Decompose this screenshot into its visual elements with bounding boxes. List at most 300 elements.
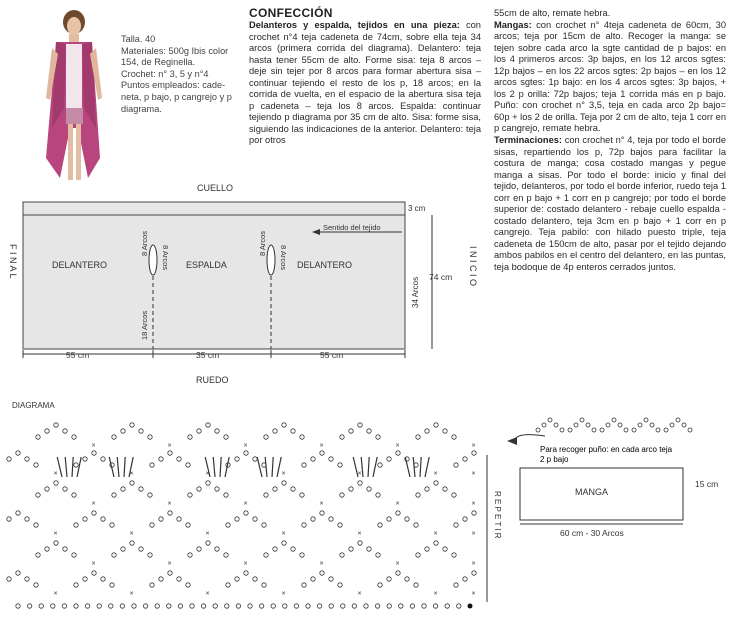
chain-stitch — [320, 451, 324, 455]
label-repetir: R E P E T I R — [493, 491, 502, 539]
chain-stitch — [16, 511, 20, 515]
chain-stitch — [72, 493, 76, 497]
single-crochet: × — [471, 560, 476, 568]
chain-stitch — [110, 583, 114, 587]
cuff-chain — [650, 423, 654, 427]
chain-stitch — [291, 429, 295, 433]
chain-stitch — [340, 435, 344, 439]
single-crochet: × — [243, 560, 248, 568]
chain-stitch — [338, 523, 342, 527]
label-dim-mid: 35 cm — [196, 350, 220, 360]
stitch-diagram — [0, 395, 515, 635]
spec-stitches-end: diagrama. — [121, 103, 162, 114]
label-delantero-right: DELANTERO — [297, 260, 353, 270]
label-armhole-left-b: 8 Arcos — [161, 245, 170, 271]
cuff-chain — [580, 418, 584, 422]
label-top-band: 3 cm — [408, 204, 426, 213]
chain-stitch — [190, 604, 194, 608]
chain-stitch — [253, 457, 257, 461]
single-crochet: × — [91, 500, 96, 508]
sleeve-schematic — [505, 392, 736, 552]
chain-stitch — [130, 481, 134, 485]
single-crochet: × — [91, 442, 96, 450]
chain-stitch — [452, 553, 456, 557]
chain-stitch — [340, 553, 344, 557]
chain-stitch — [452, 493, 456, 497]
cuff-chain — [560, 428, 564, 432]
chain-stitch — [358, 541, 362, 545]
chain-stitch — [329, 604, 333, 608]
single-crochet: × — [167, 560, 172, 568]
chain-stitch — [178, 604, 182, 608]
single-crochet: × — [395, 442, 400, 450]
chain-stitch — [150, 463, 154, 467]
chain-stitch — [235, 457, 239, 461]
sleeve-cuff-stitches — [536, 418, 692, 432]
chain-stitch — [148, 493, 152, 497]
chain-stitch — [302, 583, 306, 587]
label-sentido: Sentido del tejido — [323, 223, 381, 232]
chain-stitch — [139, 429, 143, 433]
cuff-chain — [682, 423, 686, 427]
chain-stitch — [92, 451, 96, 455]
chain-stitch — [463, 457, 467, 461]
cuff-chain — [664, 428, 668, 432]
chain-stitch — [85, 604, 89, 608]
chain-stitch — [416, 493, 420, 497]
single-crochet: × — [243, 442, 248, 450]
cuff-chain — [574, 423, 578, 427]
chain-stitch — [445, 604, 449, 608]
chain-stitch — [139, 547, 143, 551]
diagram-title: DIAGRAMA — [12, 401, 55, 410]
chain-stitch — [273, 487, 277, 491]
chain-stitch — [177, 517, 181, 521]
chain-stitch — [387, 457, 391, 461]
spec-stitches: Puntos empleados: cade- — [121, 80, 226, 91]
chain-stitch — [367, 429, 371, 433]
cuff-chain — [554, 423, 558, 427]
chain-stitch — [201, 604, 205, 608]
single-crochet: × — [319, 500, 324, 508]
single-crochet: × — [395, 560, 400, 568]
treble-stitch — [213, 457, 215, 477]
treble-stitch — [353, 457, 358, 477]
single-crochet: × — [129, 470, 134, 478]
chain-stitch — [375, 604, 379, 608]
chain-stitch — [387, 604, 391, 608]
chain-stitch — [101, 577, 105, 581]
chain-stitch — [121, 487, 125, 491]
chain-stitch — [25, 577, 29, 581]
chain-stitch — [264, 553, 268, 557]
single-crochet: × — [205, 530, 210, 538]
chain-stitch — [253, 577, 257, 581]
chain-stitch — [472, 511, 476, 515]
chain-stitch — [434, 423, 438, 427]
chain-stitch — [262, 523, 266, 527]
chain-stitch — [457, 604, 461, 608]
single-crochet: × — [281, 530, 286, 538]
single-crochet: × — [319, 442, 324, 450]
spec-materials-cont: 154, de Reginella. — [121, 57, 196, 68]
chain-stitch — [302, 463, 306, 467]
chain-stitch — [311, 577, 315, 581]
chain-stitch — [244, 571, 248, 575]
chain-stitch — [25, 517, 29, 521]
treble-stitch — [425, 457, 429, 477]
chain-stitch — [317, 604, 321, 608]
cuff-chain — [670, 423, 674, 427]
label-inicio: I N I C I O — [468, 246, 478, 287]
confeccion-text: con crochet n°4 teja cadeneta de 74cm, sobre ella teja 34 arcos (primera corrida del diagrama). Delantero: teja hasta tener 55cm de alto. Forme sisa: teja 8 arcos – deje sin tejer por 8 arcos para formar abertura sisa – continuar tejiendo el resto de los p, 18 arcos; en la corrida de vuelta, en el espacio de la abertura sisa teja p cadeneta – teja los 8 arcos. Espalda: continuar tejiendo p diagrama por 35 cm de alto. Sisa: forme sisa, siguiendo las indicaciones de la anterior. Delantero: teja por otros — [249, 20, 481, 146]
chain-stitch — [36, 493, 40, 497]
chain-stitch — [422, 604, 426, 608]
cuff-chain — [676, 418, 680, 422]
chain-stitch — [387, 577, 391, 581]
chain-stitch — [273, 547, 277, 551]
chain-stitch — [143, 604, 147, 608]
single-crochet: × — [53, 530, 58, 538]
chain-stitch — [39, 604, 43, 608]
chain-stitch — [425, 429, 429, 433]
cuff-chain — [618, 423, 622, 427]
chain-stitch — [300, 435, 304, 439]
mangas-heading: Mangas: — [494, 19, 532, 30]
cuff-note-1: Para recoger puño: en cada arco teja — [540, 445, 673, 454]
treble-stitch — [124, 457, 125, 477]
chain-stitch — [74, 604, 78, 608]
label-armhole-right-b: 8 Arcos — [279, 245, 288, 271]
chain-stitch — [349, 487, 353, 491]
cuff-note-2: 2 p bajo — [540, 455, 569, 464]
chain-stitch — [159, 517, 163, 521]
chain-stitch — [329, 457, 333, 461]
chain-stitch — [320, 571, 324, 575]
treble-stitch — [72, 457, 73, 477]
chain-stitch — [259, 604, 263, 608]
chain-stitch — [463, 577, 467, 581]
label-armhole-right-a: 8 Arcos — [258, 230, 267, 256]
chain-stitch — [405, 577, 409, 581]
cuff-chain — [644, 418, 648, 422]
chain-stitch — [472, 571, 476, 575]
label-dim-right: 55 cm — [320, 350, 344, 360]
chain-stitch — [148, 435, 152, 439]
label-final: F I N A L — [8, 244, 18, 279]
spec-stitches-cont: neta, p bajo, p cangrejo y p — [121, 91, 232, 102]
chain-stitch — [253, 517, 257, 521]
chain-stitch — [235, 577, 239, 581]
chain-stitch — [273, 429, 277, 433]
instructions-column-2 — [494, 8, 726, 274]
chain-stitch — [54, 481, 58, 485]
chain-stitch — [282, 541, 286, 545]
chain-stitch — [329, 517, 333, 521]
single-crochet: × — [129, 530, 134, 538]
chain-stitch — [112, 493, 116, 497]
single-crochet: × — [357, 470, 362, 478]
cuff-chain — [536, 428, 540, 432]
chain-stitch — [443, 487, 447, 491]
single-crochet: × — [433, 470, 438, 478]
label-manga: MANGA — [575, 487, 609, 497]
chain-stitch — [54, 541, 58, 545]
single-crochet: × — [91, 560, 96, 568]
label-delantero-left: DELANTERO — [52, 260, 108, 270]
chain-stitch — [7, 577, 11, 581]
cuff-arrow — [515, 435, 545, 440]
chain-stitch — [349, 429, 353, 433]
chain-stitch — [294, 604, 298, 608]
chain-stitch — [188, 553, 192, 557]
chain-stitch — [329, 577, 333, 581]
chain-stitch — [416, 553, 420, 557]
single-crochet: × — [433, 590, 438, 598]
chain-stitch — [244, 451, 248, 455]
chain-stitch — [112, 435, 116, 439]
chain-stitch — [452, 435, 456, 439]
cuff-chain — [548, 418, 552, 422]
chain-stitch — [150, 583, 154, 587]
chain-stitch — [213, 604, 217, 608]
single-crochet: × — [281, 470, 286, 478]
treble-stitch — [220, 457, 221, 477]
diagram-stitches — [7, 423, 476, 609]
single-crochet: × — [53, 470, 58, 478]
cuff-chain — [600, 428, 604, 432]
chain-stitch — [83, 577, 87, 581]
chain-stitch — [472, 451, 476, 455]
chain-stitch — [150, 523, 154, 527]
cuff-arrow-head — [507, 437, 517, 445]
chain-stitch — [352, 604, 356, 608]
chain-stitch — [226, 583, 230, 587]
chain-stitch — [92, 511, 96, 515]
chain-stitch — [378, 463, 382, 467]
chain-stitch — [92, 571, 96, 575]
body-schematic — [0, 180, 490, 390]
chain-stitch — [74, 463, 78, 467]
cuff-chain — [592, 428, 596, 432]
chain-stitch — [109, 604, 113, 608]
chain-stitch — [414, 523, 418, 527]
confeccion-heading: Delanteros y espalda, tejidos en una pieza: — [249, 20, 460, 30]
chain-stitch — [167, 604, 171, 608]
chain-stitch — [74, 583, 78, 587]
chain-stitch — [83, 457, 87, 461]
chain-stitch — [300, 553, 304, 557]
chain-stitch — [63, 547, 67, 551]
chain-stitch — [291, 547, 295, 551]
chain-stitch — [168, 571, 172, 575]
chain-stitch — [376, 435, 380, 439]
chain-stitch — [367, 487, 371, 491]
chain-stitch — [159, 577, 163, 581]
treble-stitch — [272, 457, 273, 477]
single-crochet: × — [471, 500, 476, 508]
chain-stitch — [101, 517, 105, 521]
chain-stitch — [215, 429, 219, 433]
treble-stitch — [420, 457, 421, 477]
chain-stitch — [302, 523, 306, 527]
chain-stitch — [45, 429, 49, 433]
chain-stitch — [367, 547, 371, 551]
chain-stitch — [443, 547, 447, 551]
chain-stitch — [112, 553, 116, 557]
chain-stitch — [376, 493, 380, 497]
chain-stitch — [34, 583, 38, 587]
label-cuello: CUELLO — [197, 183, 234, 193]
col2-intro: 55cm de alto, remate hebra. — [494, 8, 611, 18]
armhole-left — [149, 245, 157, 275]
chain-stitch — [159, 457, 163, 461]
material-specs — [121, 34, 246, 115]
label-ruedo: RUEDO — [196, 375, 229, 385]
single-crochet: × — [53, 590, 58, 598]
chain-stitch — [45, 547, 49, 551]
chain-stitch — [340, 493, 344, 497]
cuff-chain — [568, 428, 572, 432]
mangas-text: con crochet n° 4teja cadeneta de 60cm, 30 arcos; teja por 15cm de alto. Recoger la manga: se tejen sobre cada arco la sgte cantidad de p bajos: en los 4 primeros arcos: 3p bajos, en los 12 arcos sgtes: 12p bajos – en los 22 arcos sgtes: 2p bajos – en los 12 arcos sgtes: 1p bajo: en los 4 arcos sgtes: 3p bajos, + los 2 p orilla: 72p bajos; teja 1 corrida más en p bajo. Puño: con crochet n° 3,5, teja en cada arco 2p bajo= 60p + los 2 de orilla. Teja por 2 cm de alto, teja 1 corr en p cangrejo, remate hebra. — [494, 19, 726, 134]
cuff-chain — [542, 423, 546, 427]
chain-stitch — [349, 547, 353, 551]
chain-stitch — [27, 604, 31, 608]
treble-stitch — [65, 457, 67, 477]
chain-stitch — [34, 523, 38, 527]
chain-stitch — [282, 423, 286, 427]
chain-stitch — [414, 583, 418, 587]
chain-stitch — [443, 429, 447, 433]
spec-hook: Crochet: n° 3, 5 y n°4 — [121, 68, 209, 79]
chain-stitch — [132, 604, 136, 608]
chain-stitch — [224, 493, 228, 497]
chain-stitch — [433, 604, 437, 608]
chain-stitch — [101, 457, 105, 461]
single-crochet: × — [129, 590, 134, 598]
chain-stitch — [376, 553, 380, 557]
chain-stitch — [7, 457, 11, 461]
label-dim-left: 55 cm — [66, 350, 90, 360]
cuff-chain — [688, 428, 692, 432]
instructions-column-1 — [249, 20, 481, 147]
chain-stitch — [387, 517, 391, 521]
armhole-right — [267, 245, 275, 275]
single-crochet: × — [281, 590, 286, 598]
chain-stitch — [139, 487, 143, 491]
chain-stitch — [63, 429, 67, 433]
chain-stitch — [16, 571, 20, 575]
chain-stitch — [425, 487, 429, 491]
chain-stitch — [206, 541, 210, 545]
label-height-cm: 74 cm — [429, 272, 453, 282]
chain-stitch — [320, 511, 324, 515]
single-crochet: × — [205, 590, 210, 598]
chain-stitch — [186, 583, 190, 587]
chain-stitch — [396, 571, 400, 575]
chain-stitch — [177, 577, 181, 581]
cuff-chain — [624, 428, 628, 432]
chain-stitch — [16, 604, 20, 608]
single-crochet: × — [471, 442, 476, 450]
chain-stitch — [291, 487, 295, 491]
chain-stitch — [235, 517, 239, 521]
chain-stitch — [454, 583, 458, 587]
chain-stitch — [63, 487, 67, 491]
spec-size: Talla. 40 — [121, 34, 156, 44]
chain-stitch — [62, 604, 66, 608]
chain-stitch — [197, 487, 201, 491]
single-crochet: × — [433, 530, 438, 538]
chain-stitch — [300, 493, 304, 497]
label-height-arcs: 34 Arcos — [411, 276, 420, 308]
chain-stitch — [148, 553, 152, 557]
treble-stitch — [373, 457, 377, 477]
chain-stitch — [206, 423, 210, 427]
chain-stitch — [454, 523, 458, 527]
chain-stitch — [16, 451, 20, 455]
chain-stitch — [244, 511, 248, 515]
chain-stitch — [463, 517, 467, 521]
single-crochet: × — [357, 590, 362, 598]
chain-stitch — [177, 457, 181, 461]
cuff-chain — [656, 428, 660, 432]
model-photo — [38, 8, 108, 186]
single-crochet: × — [319, 560, 324, 568]
cuff-chain — [638, 423, 642, 427]
chain-stitch — [186, 463, 190, 467]
chain-stitch — [226, 523, 230, 527]
chain-stitch — [378, 523, 382, 527]
chain-stitch — [215, 487, 219, 491]
single-crochet: × — [243, 500, 248, 508]
chain-stitch — [271, 604, 275, 608]
chain-stitch — [396, 511, 400, 515]
chain-stitch — [405, 517, 409, 521]
chain-stitch — [364, 604, 368, 608]
chain-stitch — [186, 523, 190, 527]
chain-stitch — [188, 493, 192, 497]
chain-stitch — [434, 541, 438, 545]
chain-stitch — [121, 429, 125, 433]
cuff-chain — [586, 423, 590, 427]
single-crochet: × — [471, 470, 476, 478]
chain-stitch — [358, 481, 362, 485]
label-sleeve-width: 60 cm - 30 Arcos — [560, 528, 624, 538]
chain-stitch — [224, 553, 228, 557]
label-sleeve-height: 15 cm — [695, 479, 719, 489]
chain-stitch — [425, 547, 429, 551]
chain-stitch — [236, 604, 240, 608]
chain-stitch — [72, 553, 76, 557]
single-crochet: × — [357, 530, 362, 538]
treble-stitch — [368, 457, 369, 477]
chain-stitch — [155, 604, 159, 608]
chain-stitch — [7, 517, 11, 521]
chain-stitch — [454, 463, 458, 467]
chain-stitch — [36, 435, 40, 439]
cuff-chain — [606, 423, 610, 427]
chain-stitch — [248, 604, 252, 608]
chain-stitch — [72, 435, 76, 439]
chain-stitch — [130, 541, 134, 545]
single-crochet: × — [205, 470, 210, 478]
chain-stitch — [36, 553, 40, 557]
chain-stitch — [54, 423, 58, 427]
chain-stitch — [120, 604, 124, 608]
terminaciones-text: con crochet n° 4, teja por todo el borde sisas, repartiendo los p, 72p bajos para facilitar la costura de manga; cosa costado mangas y pegue manga a sisas. Por todo el borde: inicio y final del tejido, delanteros, por todo el borde inferior, ruedo teja 1 corr en p bajo + 1 corr en p cangrejo; por todo el borde superior de: costado delantero - rebaje cuello espalda - costado delantero, teja 3cm en p bajo + 1 corr en p cangrejo. Teja pabilo: con hilado puesto triple, teja cadeneta de 150cm de alto, pasar por el tejido dejando ambos pabilos en el centro del delantero, en las puntas, teja bodoque de 4p enteros cerrados juntos. — [494, 135, 726, 273]
chain-stitch — [97, 604, 101, 608]
